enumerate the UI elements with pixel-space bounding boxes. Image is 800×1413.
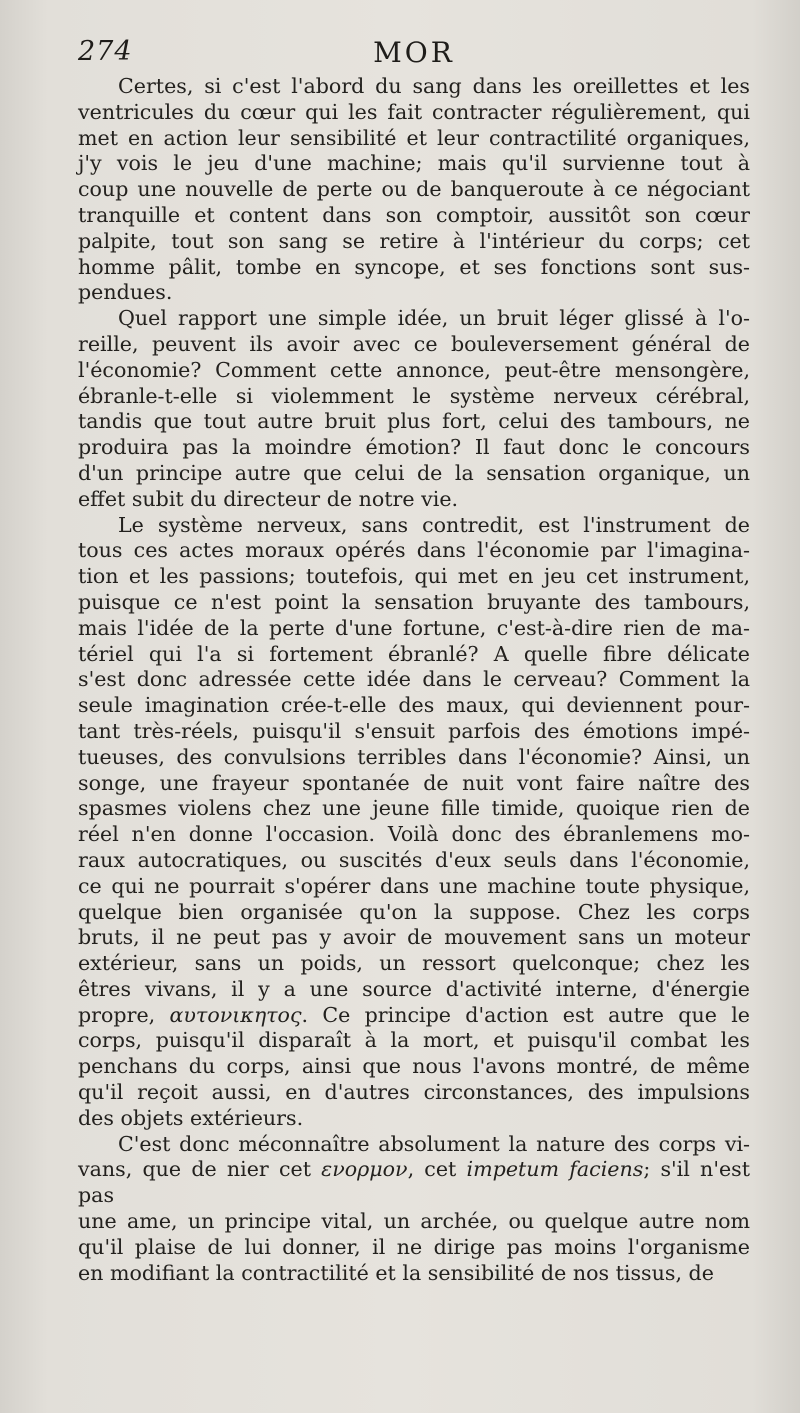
text-line: des objets extérieurs. <box>78 1105 304 1130</box>
page-header <box>78 30 750 70</box>
text-line: produira pas la moindre émotion? Il faut donc le concours <box>78 435 750 460</box>
text-line: tériel qui l'a si fortement ébranlé? A quelle fibre délicate <box>78 641 750 666</box>
text-line: met en action leur sensibilité et leur contractilité organiques, <box>78 125 750 150</box>
paragraph <box>78 306 750 512</box>
page-number: 274 <box>78 36 133 67</box>
text-line: reille, peuvent ils avoir avec ce bouleversement général de <box>78 331 750 356</box>
text-line: mais l'idée de la perte d'une fortune, c'est-à-dire rien de ma- <box>78 615 750 640</box>
text-line: songe, une frayeur spontanée de nuit vont faire naître des <box>78 770 750 795</box>
text-line: vans, que de nier cet ενορμον, cet impetum faciens; s'il n'est pas <box>78 1157 751 1208</box>
text-line: réel n'en donne l'occasion. Voilà donc des ébranlemens mo- <box>78 822 750 847</box>
text-line: extérieur, sans un poids, un ressort quelconque; chez les <box>78 951 750 976</box>
greek-term: ενορμον <box>321 1157 408 1182</box>
text-line: ventricules du cœur qui les fait contracter régulièrement, qui <box>78 99 750 124</box>
text-line: tous ces actes moraux opérés dans l'économie par l'imagina- <box>78 538 750 563</box>
text-line: d'un principe autre que celui de la sensation organique, un <box>78 460 750 485</box>
text-line: Quel rapport une simple idée, un bruit léger glissé à l'o- <box>118 306 750 331</box>
text-line: quelque bien organisée qu'on la suppose. Chez les corps <box>78 899 750 924</box>
text-line: seule imagination crée-t-elle des maux, qui deviennent pour- <box>78 693 750 718</box>
body-text <box>78 74 750 1286</box>
text-line: bruts, il ne peut pas y avoir de mouvement sans un moteur <box>78 925 750 950</box>
text-line: ce qui ne pourrait s'opérer dans une machine toute physique, <box>78 873 750 898</box>
text-line: tandis que tout autre bruit plus fort, celui des tambours, ne <box>78 409 750 434</box>
latin-term: impetum faciens <box>466 1157 644 1182</box>
greek-term: αυτονικητος <box>169 1002 302 1027</box>
text-line: j'y vois le jeu d'une machine; mais qu'il survienne tout à <box>78 151 750 176</box>
text-line: raux autocratiques, ou suscités d'eux seuls dans l'économie, <box>78 847 750 872</box>
text-line: l'économie? Comment cette annonce, peut-être mensongère, <box>78 357 750 382</box>
running-head: MOR <box>373 36 455 69</box>
text-line: tant très-réels, puisqu'il s'ensuit parfois des émotions impé- <box>78 718 750 743</box>
text-line: homme pâlit, tombe en syncope, et ses fonctions sont sus- <box>78 254 750 279</box>
text-line: tranquille et content dans son comptoir, aussitôt son cœur <box>78 202 750 227</box>
text-line: Certes, si c'est l'abord du sang dans les oreillettes et les <box>118 74 750 98</box>
text-line: corps, puisqu'il disparaît à la mort, et puisqu'il combat les <box>78 1028 750 1053</box>
text-line: qu'il plaise de lui donner, il ne dirige pas moins l'organisme <box>78 1234 750 1259</box>
text-line: penchans du corps, ainsi que nous l'avons montré, de même <box>78 1054 750 1079</box>
text-line: une ame, un principe vital, un archée, ou quelque autre nom <box>78 1209 750 1234</box>
paragraph <box>78 513 750 1132</box>
text-line: palpite, tout son sang se retire à l'intérieur du corps; cet <box>78 228 750 253</box>
text-line: effet subit du directeur de notre vie. <box>78 486 459 511</box>
text-line: Le système nerveux, sans contredit, est l'instrument de <box>118 512 750 537</box>
paragraph <box>78 74 750 306</box>
text-line: spasmes violens chez une jeune fille timide, quoique rien de <box>78 796 750 821</box>
text-line: pendues. <box>78 280 173 305</box>
text-line: en modifiant la contractilité et la sensibilité de nos tissus, de <box>78 1260 714 1285</box>
text-line: s'est donc adressée cette idée dans le cerveau? Comment la <box>78 667 750 692</box>
paragraph <box>78 1132 750 1287</box>
text-line: tion et les passions; toutefois, qui met en jeu cet instrument, <box>78 564 750 589</box>
text-line: ébranle-t-elle si violemment le système nerveux cérébral, <box>78 383 750 408</box>
text-line: qu'il reçoit aussi, en d'autres circonstances, des impulsions <box>78 1080 750 1105</box>
text-line: puisque ce n'est point la sensation bruyante des tambours, <box>78 589 750 614</box>
text-line: tueuses, des convulsions terribles dans l'économie? Ainsi, un <box>78 744 750 769</box>
text-line: êtres vivans, il y a une source d'activité interne, d'énergie <box>78 976 750 1001</box>
text-line: C'est donc méconnaître absolument la nature des corps vi- <box>118 1131 750 1156</box>
text-line: coup une nouvelle de perte ou de banqueroute à ce négociant <box>78 177 750 202</box>
text-line: propre, αυτονικητος. Ce principe d'action est autre que le <box>78 1002 750 1027</box>
